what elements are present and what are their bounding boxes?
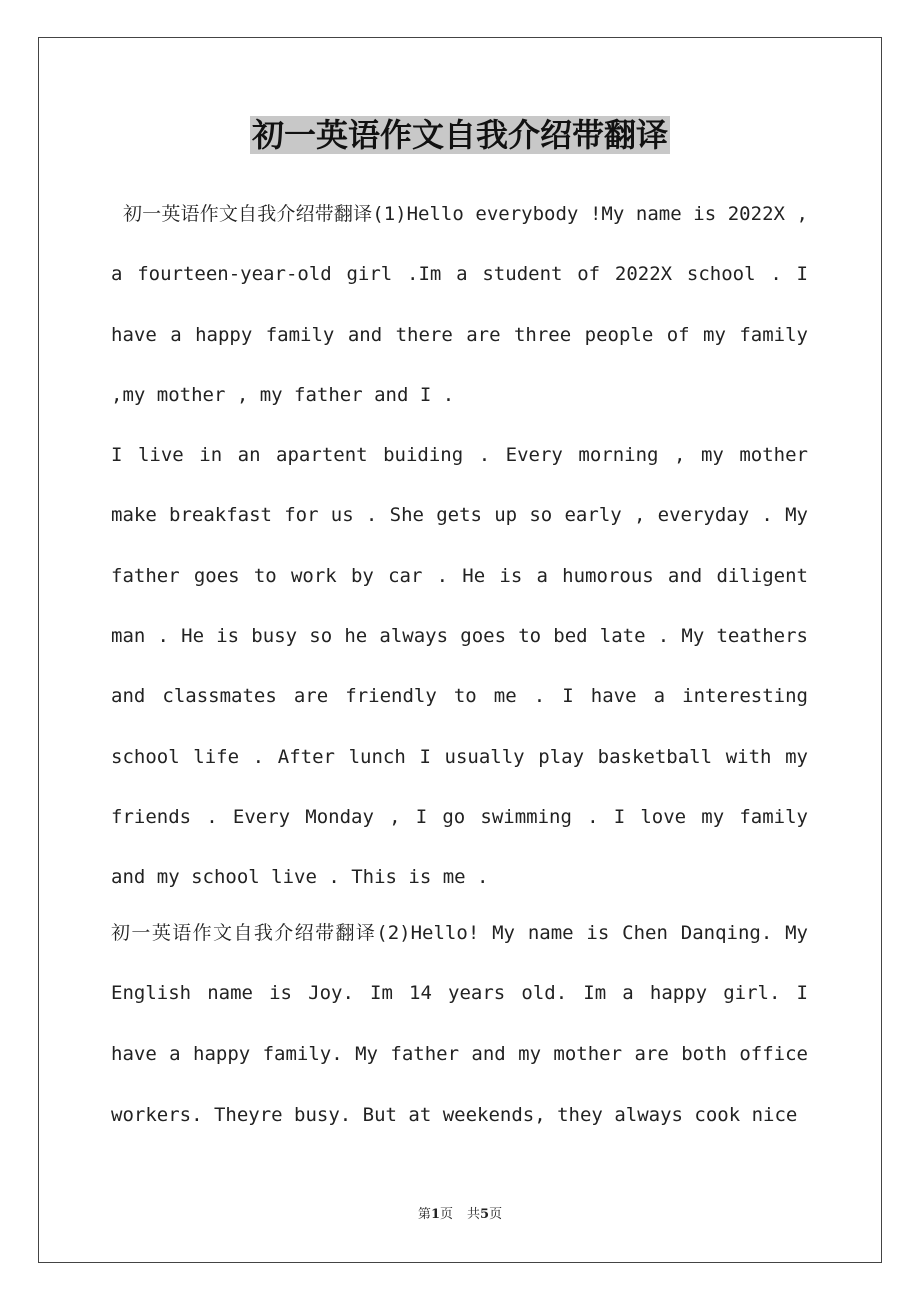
total-suffix: 页	[489, 1207, 503, 1222]
paragraph-3: 初一英语作文自我介绍带翻译(2)Hello! My name is Chen Danqing. My English name is Joy. Im 14 years old. Im a happy girl. I have a happy family. My father and my mother are both office workers. Theyre busy. But at weekends, they always cook nice	[111, 921, 808, 1126]
document-title	[0, 112, 920, 158]
total-prefix: 共	[467, 1207, 481, 1222]
page-footer	[0, 1205, 920, 1225]
paragraph-1: 初一英语作文自我介绍带翻译(1)Hello everybody !My name is 2022X , a fourteen-year-old girl .Im a student of 2022X school . I have a happy family and there are three people of my family ,my mother , my father and I .	[111, 203, 808, 406]
page-prefix: 第	[417, 1207, 431, 1222]
paragraph-2: I live in an apartent buiding . Every morning , my mother make breakfast for us . She gets up so early , everyday . My father goes to work by car . He is a humorous and diligent man . He is busy so he always goes to bed late . My teathers and classmates are friendly to me . I have a interesting school life . After lunch I usually play basketball with my friends . Every Monday , I go swimming . I love my family and my school live . This is me .	[111, 444, 808, 889]
page-number: 1	[430, 1207, 440, 1222]
document-body	[111, 184, 808, 1146]
total-pages: 5	[480, 1207, 490, 1222]
page-suffix: 页	[439, 1207, 453, 1222]
title-text: 初一英语作文自我介绍带翻译	[251, 116, 668, 154]
